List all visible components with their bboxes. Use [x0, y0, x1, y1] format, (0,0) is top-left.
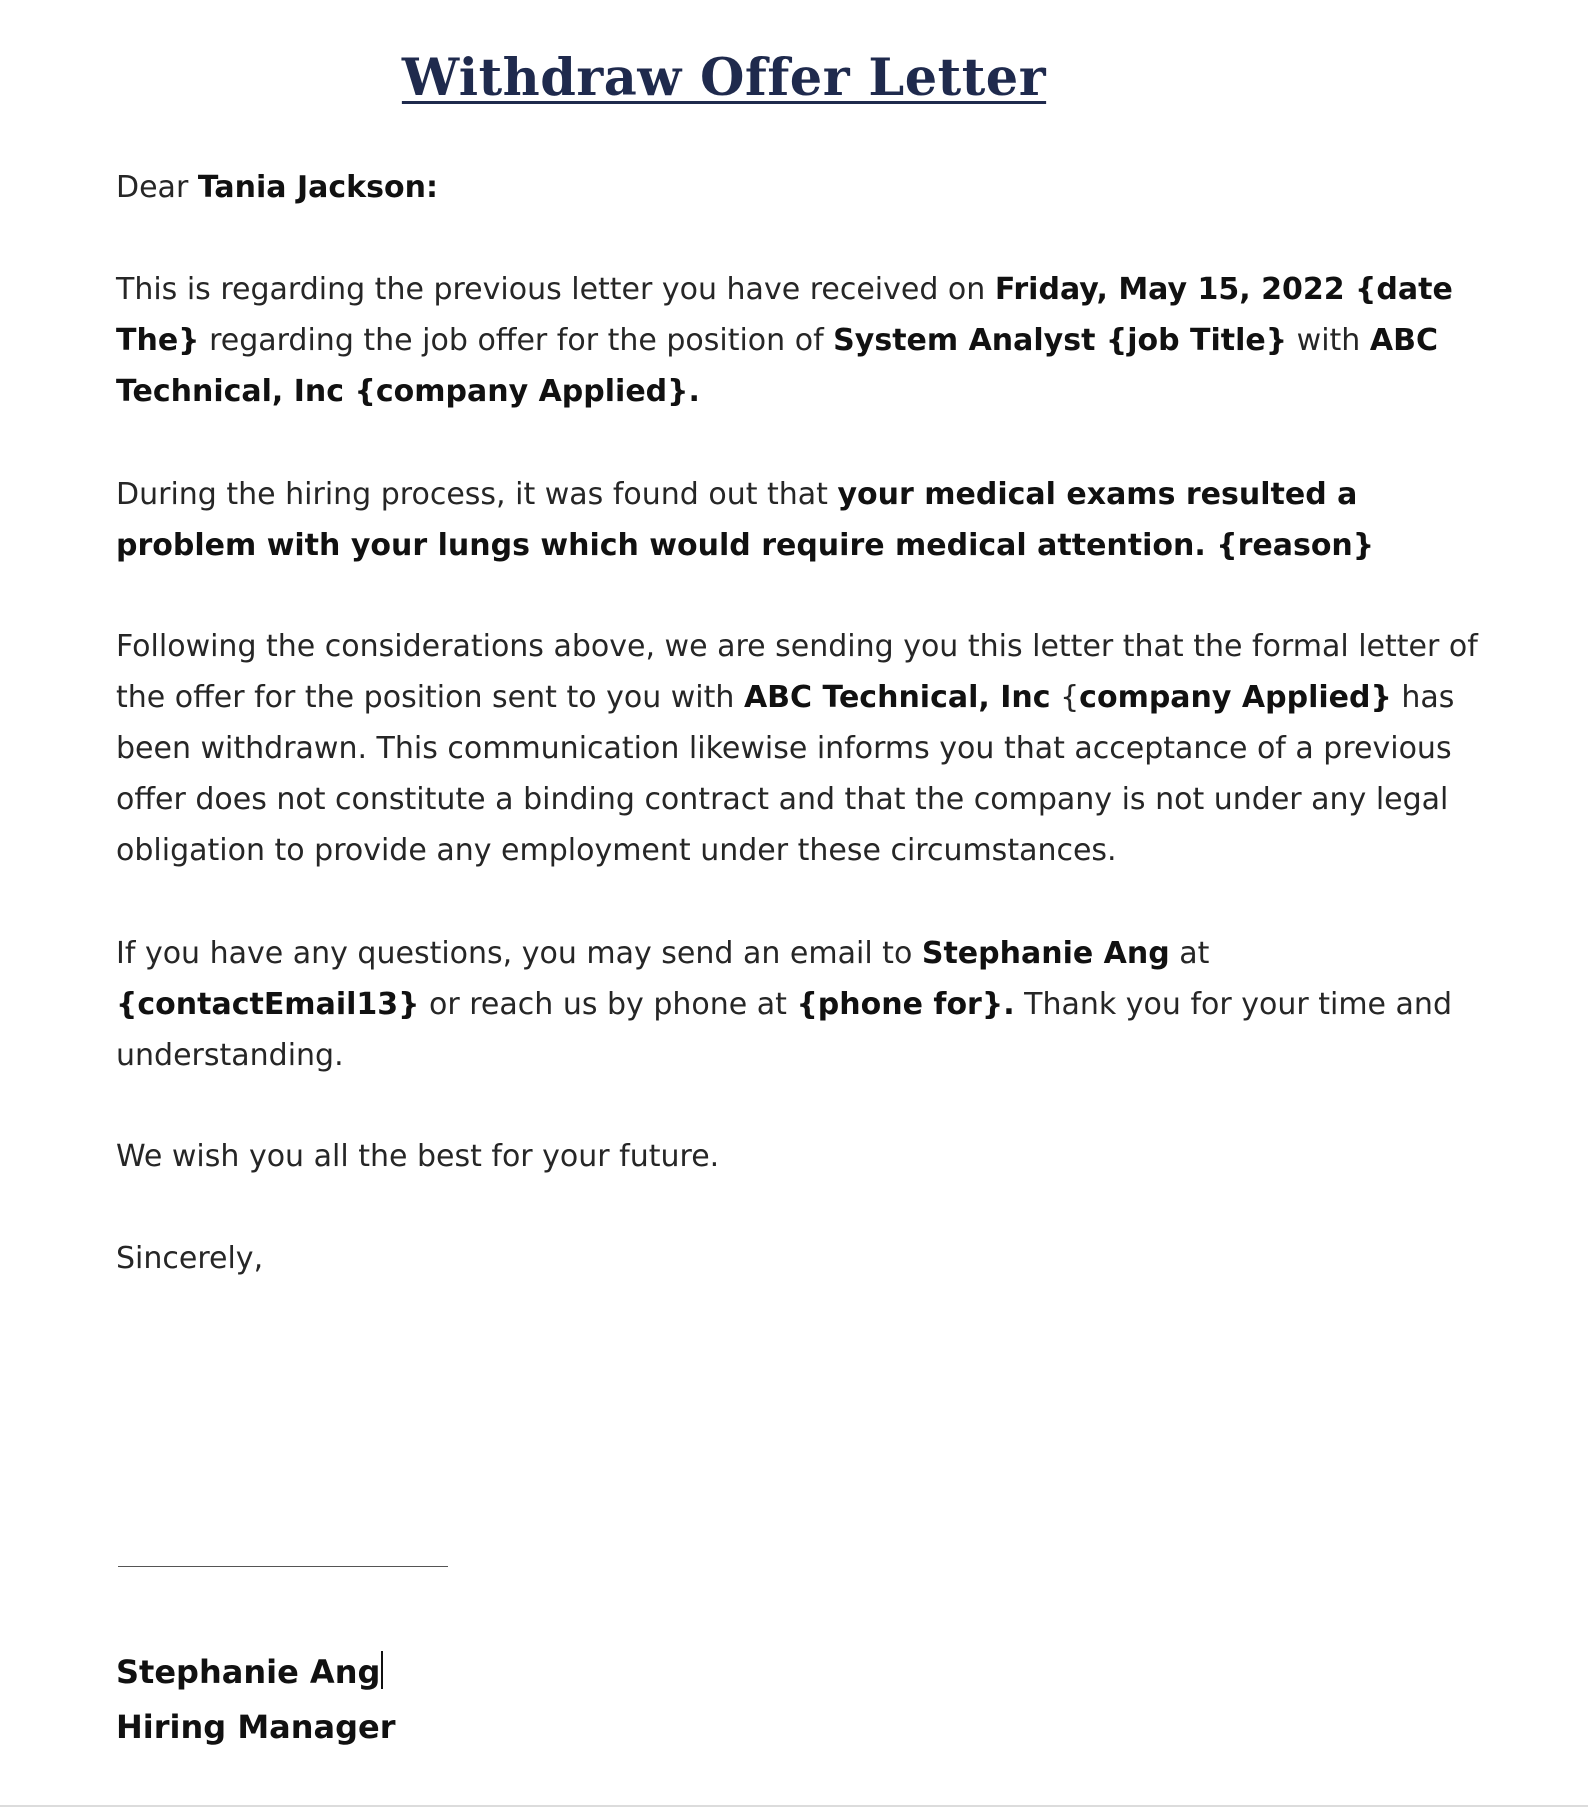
signature-block: [116, 1645, 396, 1755]
text-run: with: [1287, 323, 1370, 358]
text-run: at: [1169, 936, 1210, 971]
company-placeholder: company Applied}: [1079, 680, 1392, 715]
company-name: ABC Technical, Inc: [743, 680, 1051, 715]
text-run: Thank you for your time and understanding.: [116, 987, 1452, 1073]
paragraph-reason: [116, 469, 1506, 571]
page-bottom-border: [0, 1805, 1588, 1807]
text-cursor: [381, 1651, 383, 1689]
recipient-name: Tania Jackson:: [197, 170, 438, 205]
offer-date: Friday, May 15, 2022 {date The}: [116, 272, 1453, 358]
withdrawal-reason: your medical exams resulted a problem with your lungs which would require medical attention. {reason}: [116, 477, 1375, 563]
contact-phone: {phone for}.: [796, 987, 1015, 1022]
paragraph-regarding: [116, 264, 1506, 417]
greeting: [116, 162, 1506, 213]
job-title: System Analyst {job Title}: [833, 323, 1288, 358]
signatory-name-row[interactable]: [116, 1645, 396, 1700]
contact-email: {contactEmail13}: [116, 987, 420, 1022]
letter-title: Withdraw Offer Letter: [401, 48, 1047, 108]
text-run: Following the considerations above, we are sending you this letter that the formal letter of the offer for the position sent to you with: [116, 629, 1478, 715]
paragraph-contact: [116, 928, 1506, 1081]
wish-line: We wish you all the best for your future.: [116, 1139, 720, 1174]
signature-line: [118, 1566, 448, 1567]
text-run: has been withdrawn. This communication likewise informs you that acceptance of a previous offer does not constitute a binding contract and that the company is not under any legal obligation to provide any employment under these circumstances.: [116, 680, 1455, 868]
paragraph-withdrawal: [116, 621, 1506, 876]
contact-name: Stephanie Ang: [921, 936, 1170, 971]
text-run: {: [1050, 680, 1080, 715]
text-run: During the hiring process, it was found out that: [116, 477, 838, 512]
text-run: or reach us by phone at: [419, 987, 797, 1022]
signatory-name: Stephanie Ang: [116, 1653, 381, 1691]
text-run: This is regarding the previous letter you have received on: [116, 272, 995, 307]
company-applied: ABC Technical, Inc {company Applied}.: [116, 323, 1438, 409]
greeting-prefix: Dear: [116, 170, 198, 205]
text-run: If you have any questions, you may send an email to: [116, 936, 922, 971]
closing-line: Sincerely,: [116, 1241, 264, 1276]
text-run: regarding the job offer for the position of: [199, 323, 834, 358]
signatory-role: Hiring Manager: [116, 1708, 396, 1746]
